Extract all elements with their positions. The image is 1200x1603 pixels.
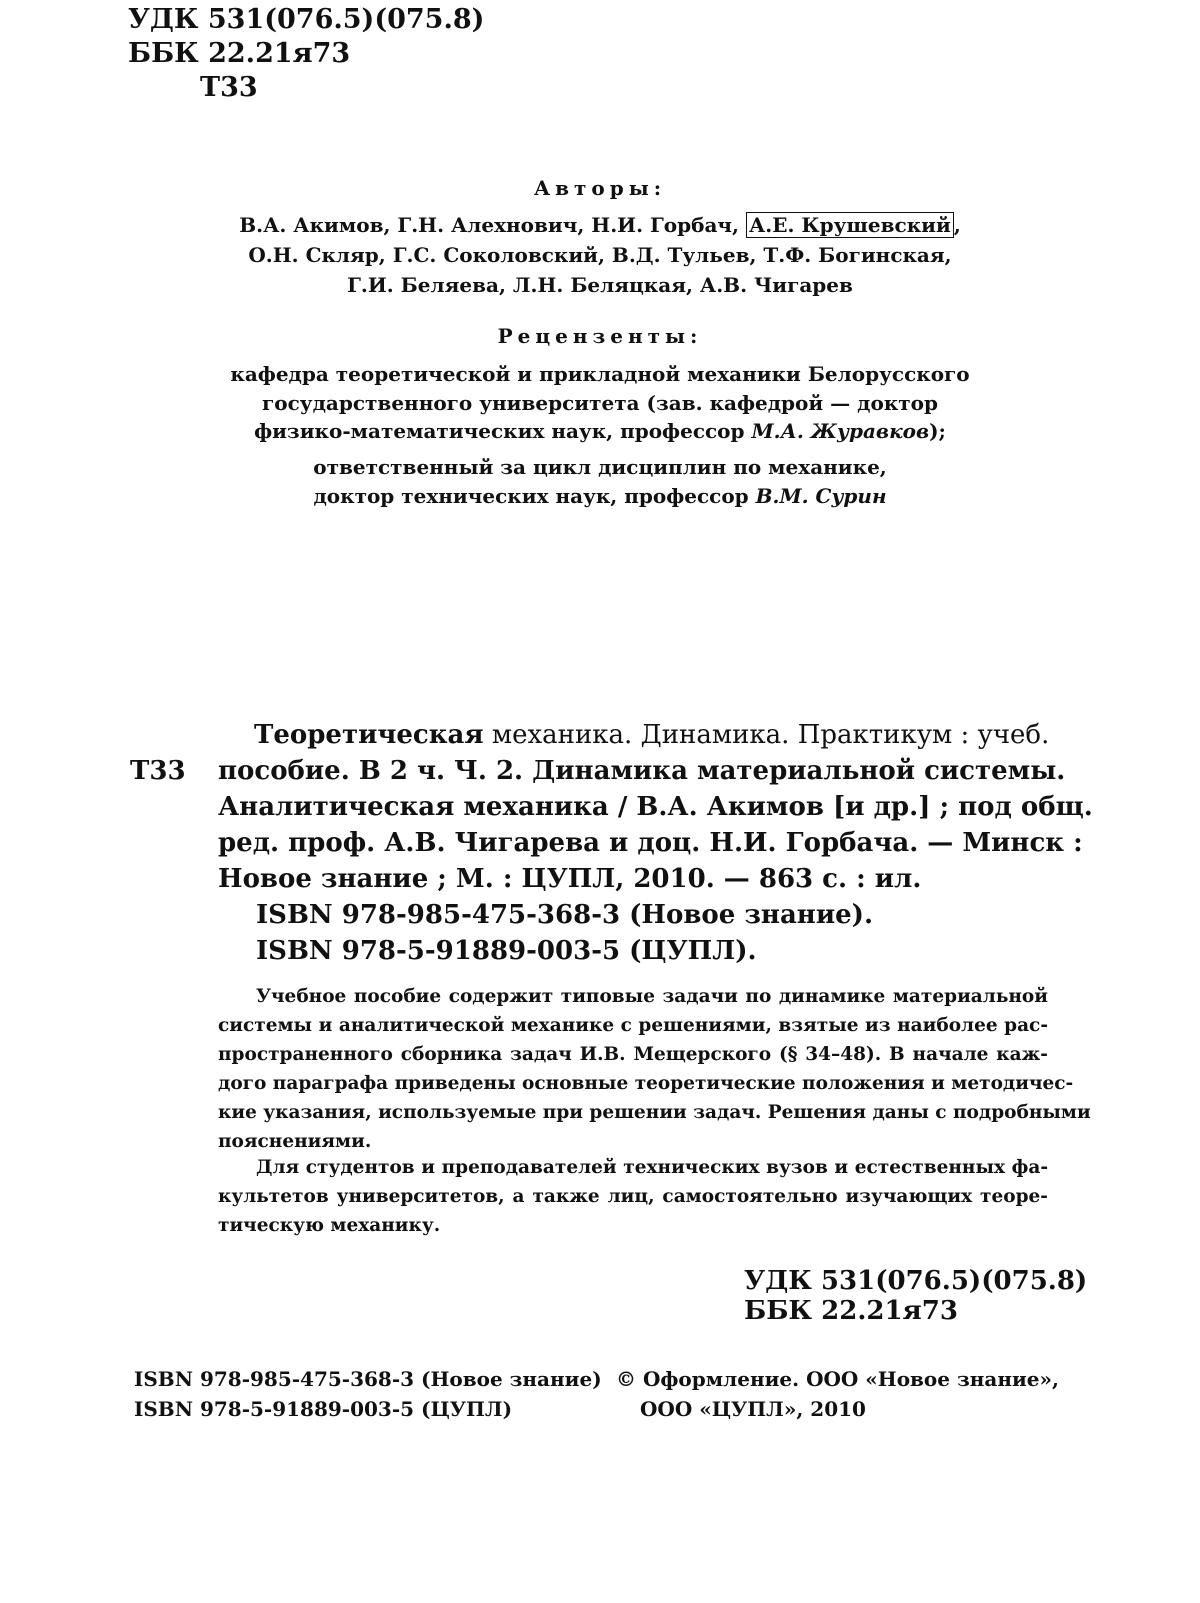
reviewer-2-line-2-text: доктор технических наук, профессор [313,484,756,508]
reviewer-1-name: М.А. Журавков [751,419,930,443]
footer-copyright-2: ООО «ЦУПЛ», 2010 [640,1397,866,1421]
annotation-p1-line-6: пояснениями. [218,1131,372,1152]
record-line-1-rest: механика. Динамика. Практикум : учеб. [483,720,1050,750]
bottom-bbk-code: ББК 22.21я73 [744,1296,958,1326]
footer-copyright-1: © Оформление. ООО «Новое знание», [616,1367,1059,1391]
record-isbn-1: ISBN 978-985-475-368-3 (Новое знание). [256,900,874,930]
top-udk-code: УДК 531(076.5)(075.8) [128,4,485,35]
record-author-index: Т33 [130,756,186,786]
annotation-p2-line-2: культетов университетов, а также лиц, самостоятельно изучающих теоре- [218,1186,1048,1207]
annotation-p1-line-4: дого параграфа приведены основные теоретические положения и методичес- [218,1073,1074,1094]
annotation-p1-line-2: системы и аналитической механике с решениями, взятые из наиболее рас- [218,1015,1048,1036]
bottom-udk-code: УДК 531(076.5)(075.8) [744,1266,1088,1296]
authors-line-1-text: В.А. Акимов, Г.Н. Алехнович, Н.И. Горбач, [239,213,740,237]
top-author-index: Т33 [200,72,258,103]
record-title-word: Теоретическая [254,720,484,750]
record-line-5: Новое знание ; М. : ЦУПЛ, 2010. — 863 с. : ил. [218,864,922,894]
annotation-p1-line-5: кие указания, используемые при решении задач. Решения даны с подробными [218,1102,1091,1123]
footer-isbn-1: ISBN 978-985-475-368-3 (Новое знание) [134,1367,602,1391]
record-line-3: Аналитическая механика / В.А. Акимов [и др.] ; под общ. [218,792,1093,822]
reviewer-1-line-1: кафедра теоретической и прикладной механики Белорусского [230,362,970,386]
reviewers-heading: Рецензенты: [497,324,703,348]
reviewer-2-line-2 [0,484,1200,508]
top-bbk-code: ББК 22.21я73 [128,38,351,69]
annotation-p2-line-3: тическую механику. [218,1215,441,1236]
annotation-p2-line-1: Для студентов и преподавателей технических вузов и естественных фа- [256,1157,1048,1178]
authors-line-2: О.Н. Скляр, Г.С. Соколовский, В.Д. Тульев, Т.Ф. Богинская, [248,243,952,267]
authors-boxed-name: А.Е. Крушевский [746,212,954,238]
footer-isbn-2: ISBN 978-5-91889-003-5 (ЦУПЛ) [134,1397,513,1421]
annotation-p1-line-3: пространенного сборника задач И.В. Мещерского (§ 34–48). В начале каж- [218,1044,1048,1065]
reviewer-2-name: В.М. Сурин [755,484,887,508]
reviewer-1-line-3 [0,419,1200,443]
record-isbn-2: ISBN 978-5-91889-003-5 (ЦУПЛ). [256,936,757,966]
reviewer-1-line-2: государственного университета (зав. кафедрой — доктор [262,391,938,415]
authors-heading: Авторы: [533,176,667,200]
reviewer-1-line-3-end: ); [929,419,946,443]
reviewer-2-line-1: ответственный за цикл дисциплин по механике, [313,455,887,479]
record-line-2: пособие. В 2 ч. Ч. 2. Динамика материальной системы. [218,756,1066,786]
annotation-p1-line-1: Учебное пособие содержит типовые задачи по динамике материальной [256,986,1048,1007]
record-line-4: ред. проф. А.В. Чигарева и доц. Н.И. Горбача. — Минск : [218,828,1083,858]
authors-line-1 [0,213,1200,237]
record-line-1 [254,720,1050,750]
reviewer-1-line-3-text: физико-математических наук, профессор [254,419,752,443]
authors-line-1-comma: , [953,213,961,237]
authors-line-3: Г.И. Беляева, Л.Н. Беляцкая, А.В. Чигарев [347,273,853,297]
